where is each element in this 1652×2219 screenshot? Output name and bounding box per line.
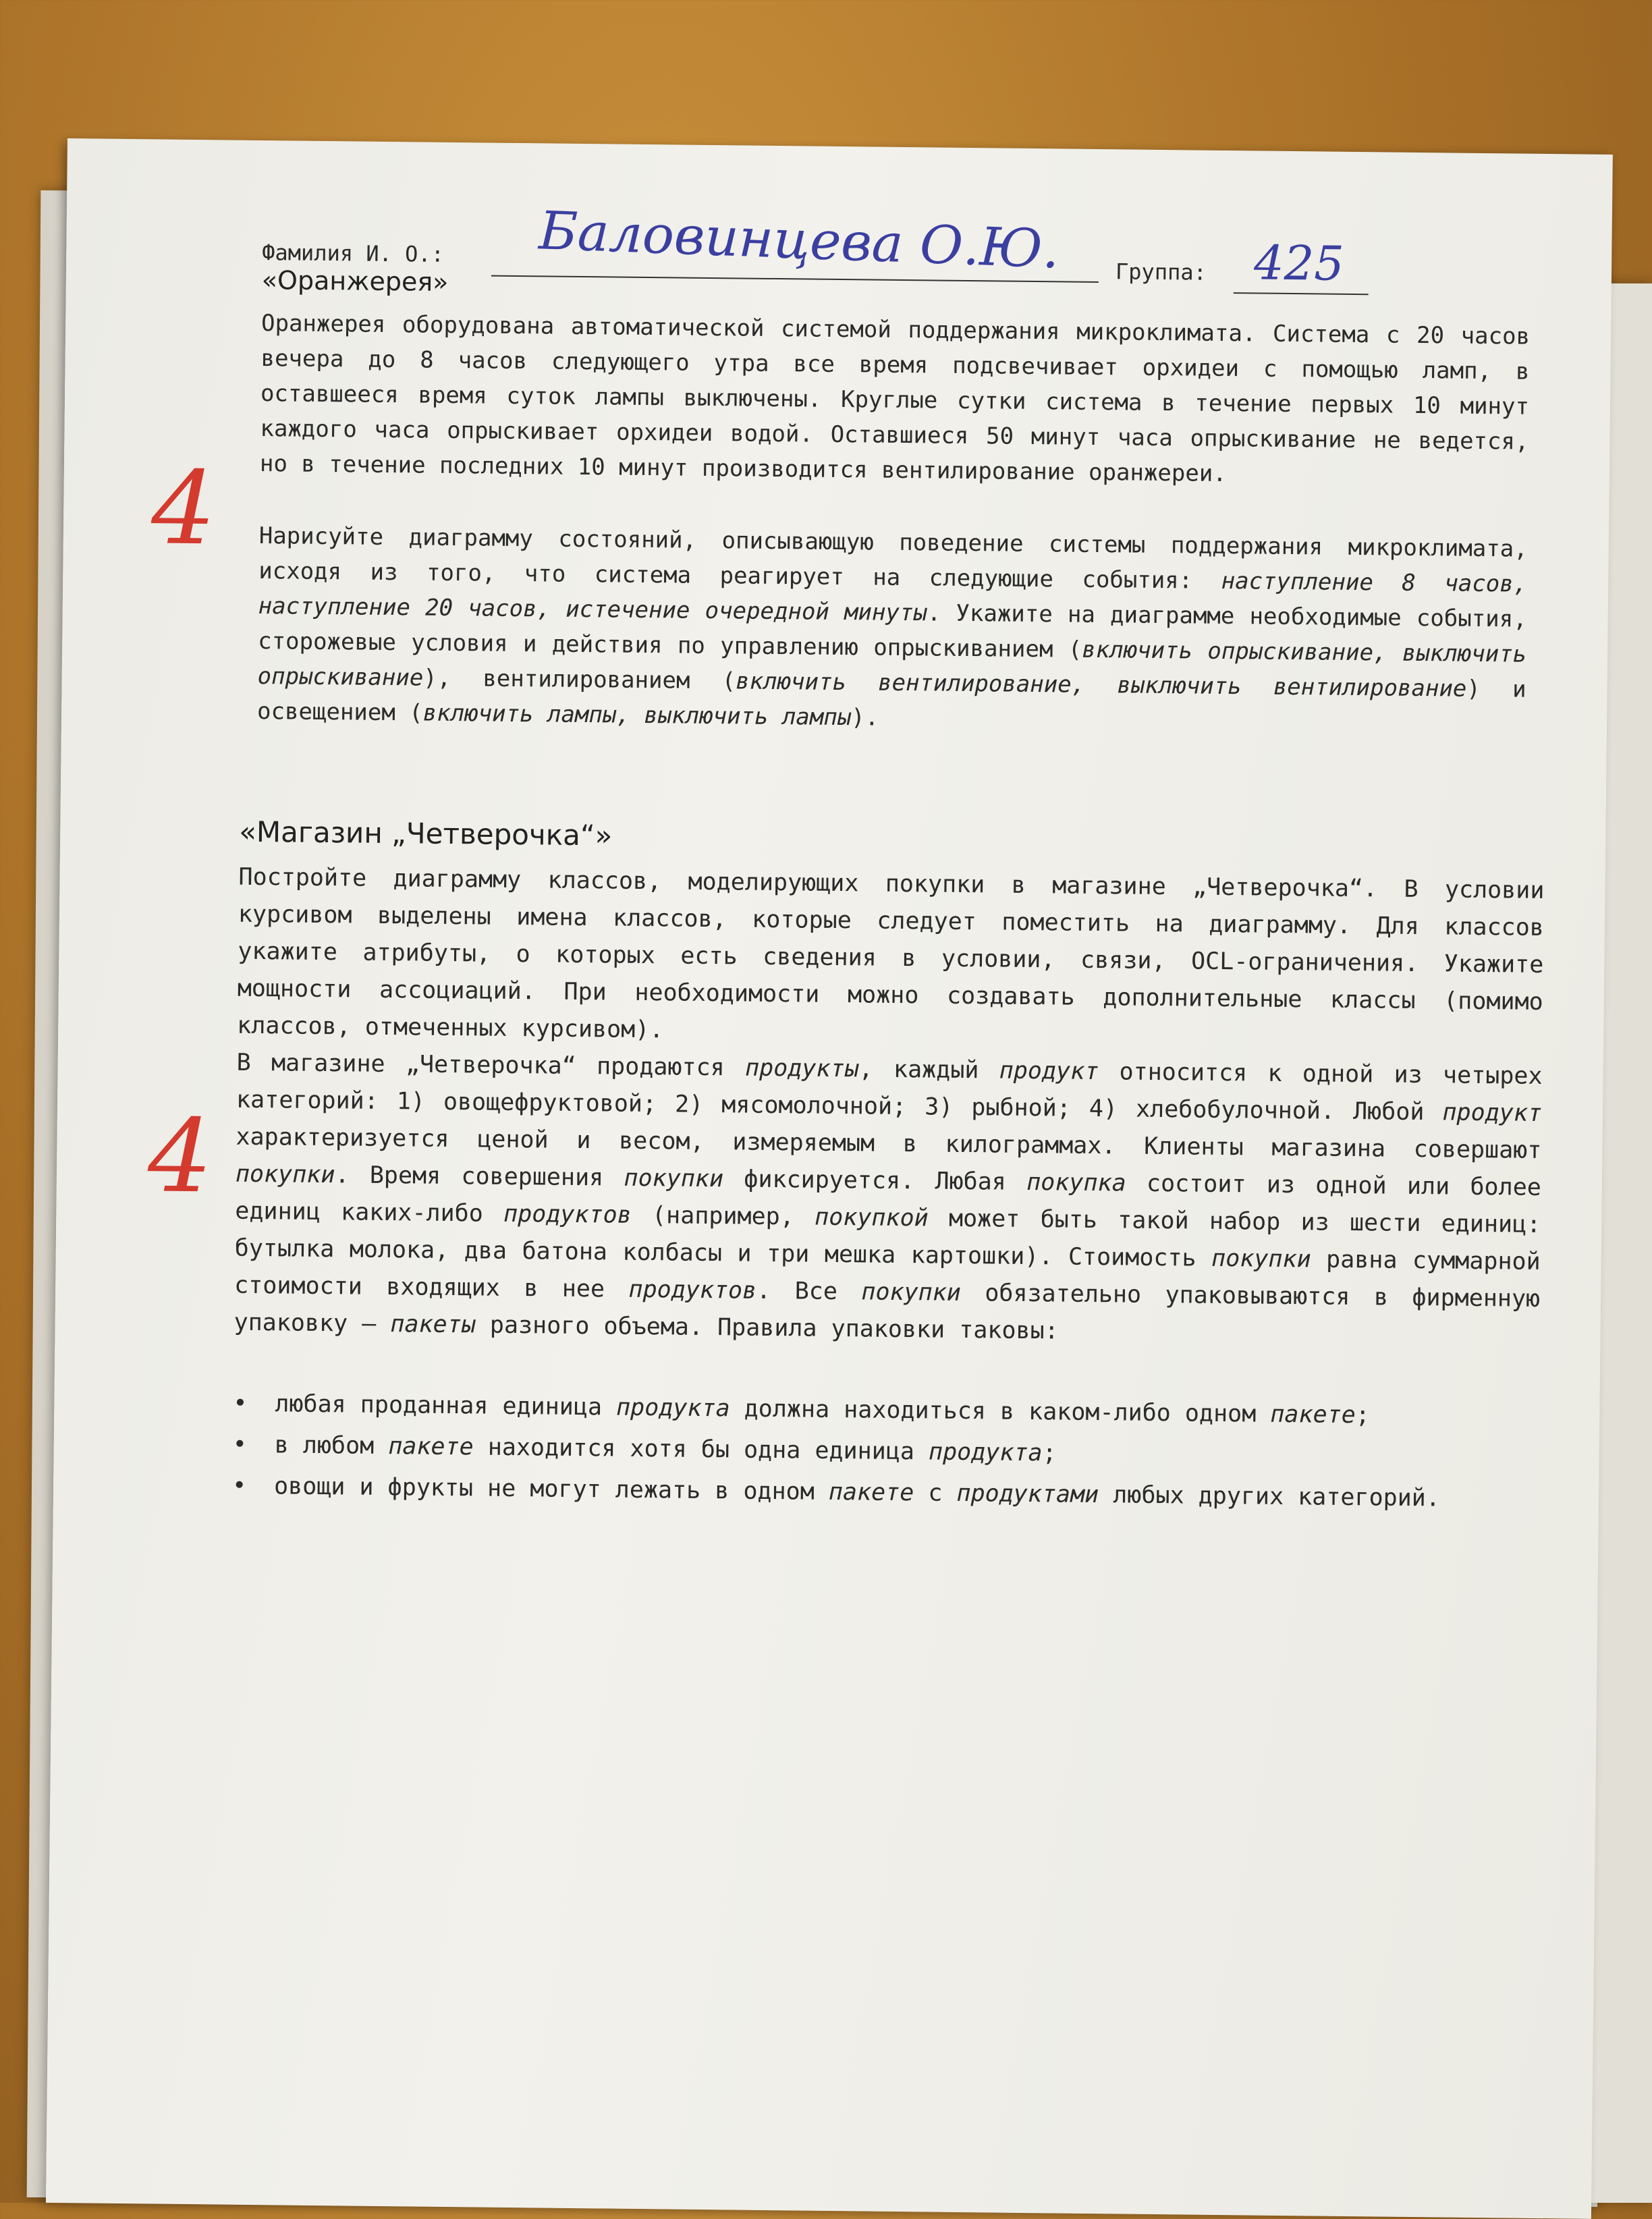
- task1-events: наступление 8 часов, наступление 20 часов, истечение очередной минуты: [258, 567, 1528, 627]
- text-run: характеризуется ценой и весом, измеряемым в килограммах. Клиенты магазина совершают: [236, 1123, 1542, 1164]
- handwritten-name: Баловинцева О.Ю.: [538, 200, 1061, 281]
- text-run: может быть такой набор из шести единиц: бутылка молока, два батона колбасы и три мешка картошки). Стоимость: [234, 1205, 1541, 1272]
- class-name-term: пакете: [388, 1433, 474, 1461]
- text-run: с: [914, 1479, 957, 1507]
- text-run: относится к одной из четырех категорий: 1) овощефруктовой; 2) мясомолочной; 3) рыбной; 4) хлебобулочной. Любой: [236, 1058, 1543, 1126]
- text-run: фиксируется. Любая: [723, 1166, 1027, 1196]
- class-name-term: продукты: [744, 1054, 859, 1083]
- text-run: любая проданная единица: [275, 1390, 617, 1421]
- task2-paragraph-1: Постройте диаграмму классов, моделирующих покупки в магазине „Четверочка“. В условии курсивом выделены имена классов, которые следует поместить на диаграмму. Для классов укажите атрибуты, о которых есть сведения в условии, связи, OCL-ограничения. Укажите мощности ассоциаций. При необходимости можно создавать дополнительные классы (помимо классов, отмеченных курсивом).: [237, 863, 1545, 1044]
- class-name-term: покупка: [1026, 1168, 1126, 1197]
- bullet-icon: •: [232, 1431, 248, 1458]
- class-name-term: покупкой: [814, 1203, 929, 1232]
- task2-title: «Магазин „Четверочка“»: [239, 815, 613, 852]
- task1-paragraph-2: Нарисуйте диаграмму состояний, описывающую поведение системы поддержания микроклимата, исходя из того, что система реагирует на следующие события: наступление 8 часов, наступление 20 часов, истечение очередной минуты. Укажите на диаграмме необходимые события, сторожевые условия и действия по управлению опрыскиванием (включить опрыскивание, выключить опрыскивание), вентилированием (включить вентилирование, выключить вентилирование) и освещением (включить лампы, выключить лампы).: [256, 522, 1528, 732]
- class-name-term: покупки: [235, 1160, 335, 1189]
- text-run: овощи и фрукты не могут лежать в одном: [273, 1473, 829, 1506]
- class-name-term: пакеты: [390, 1311, 476, 1339]
- text-run: . Все: [756, 1277, 862, 1306]
- packing-rule: [232, 1468, 1538, 1518]
- group-label: Группа:: [1115, 258, 1207, 285]
- group-underline: [1234, 292, 1369, 295]
- text-run: равна суммарной стоимости входящих в нее: [234, 1246, 1541, 1303]
- class-name-term: покупки: [624, 1164, 724, 1193]
- text-run: ;: [1042, 1440, 1057, 1467]
- bullet-icon: •: [233, 1390, 248, 1417]
- task1-light-actions: включить лампы, выключить лампы: [422, 699, 852, 732]
- class-name-term: продукта: [615, 1394, 730, 1423]
- class-name-term: продуктами: [956, 1479, 1099, 1509]
- text-run: находится хотя бы одна единица: [473, 1433, 929, 1466]
- class-name-term: покупки: [1211, 1244, 1311, 1273]
- class-name-term: продукта: [928, 1438, 1043, 1467]
- name-label: Фамилия И. О.:: [262, 240, 445, 267]
- exam-sheet: [46, 138, 1613, 2219]
- text-run: (например,: [631, 1201, 815, 1231]
- text-run: ;: [1355, 1402, 1371, 1429]
- task2-grade: 4: [147, 1097, 213, 1216]
- class-name-term: продукт: [1442, 1099, 1543, 1127]
- text-run: , каждый: [858, 1056, 999, 1085]
- text-run: состоит из одной или более единиц каких-либо: [235, 1170, 1542, 1228]
- class-name-term: продукт: [999, 1057, 1099, 1086]
- task2-paragraph-2: [233, 1045, 1543, 1355]
- text-run: . Время совершения: [335, 1161, 624, 1192]
- text-run: в любом: [274, 1431, 389, 1460]
- text-run: обязательно упаковываются в фирменную упаковку –: [233, 1279, 1541, 1338]
- text-run: любых других категорий.: [1099, 1481, 1441, 1512]
- task1-paragraph-1: Оранжерея оборудована автоматической системой поддержания микроклимата. Система с 20 часов вечера до 8 часов следующего утра все время подсвечивает орхидеи с помощью ламп, в оставшееся время суток лампы выключены. Круглые сутки система в течение первых 10 минут каждого часа опрыскивает орхидеи водой. Оставшиеся 50 минут часа опрыскивание не ведется, но в течение последних 10 минут производится вентилирование оранжереи.: [259, 310, 1531, 488]
- class-name-term: продуктов: [503, 1200, 632, 1229]
- text-run: В магазине „Четверочка“ продаются: [236, 1049, 746, 1082]
- class-name-term: пакете: [1270, 1400, 1356, 1429]
- task1-vent-actions: включить вентилирование, выключить вентилирование: [735, 667, 1467, 703]
- class-name-term: пакете: [828, 1478, 914, 1507]
- task1-title: «Оранжерея»: [261, 265, 449, 297]
- task1-spray-actions: включить опрыскивание, выключить опрыскивание: [257, 636, 1527, 692]
- class-name-term: покупки: [861, 1278, 962, 1307]
- bullet-icon: •: [231, 1472, 247, 1500]
- class-name-term: продуктов: [628, 1276, 757, 1305]
- packing-rules-list: [232, 1386, 1539, 1523]
- task1-grade: 4: [150, 449, 217, 568]
- text-run: разного объема. Правила упаковки таковы:: [475, 1311, 1059, 1345]
- text-run: должна находиться в каком-либо одном: [729, 1395, 1271, 1428]
- handwritten-group: 425: [1253, 235, 1345, 292]
